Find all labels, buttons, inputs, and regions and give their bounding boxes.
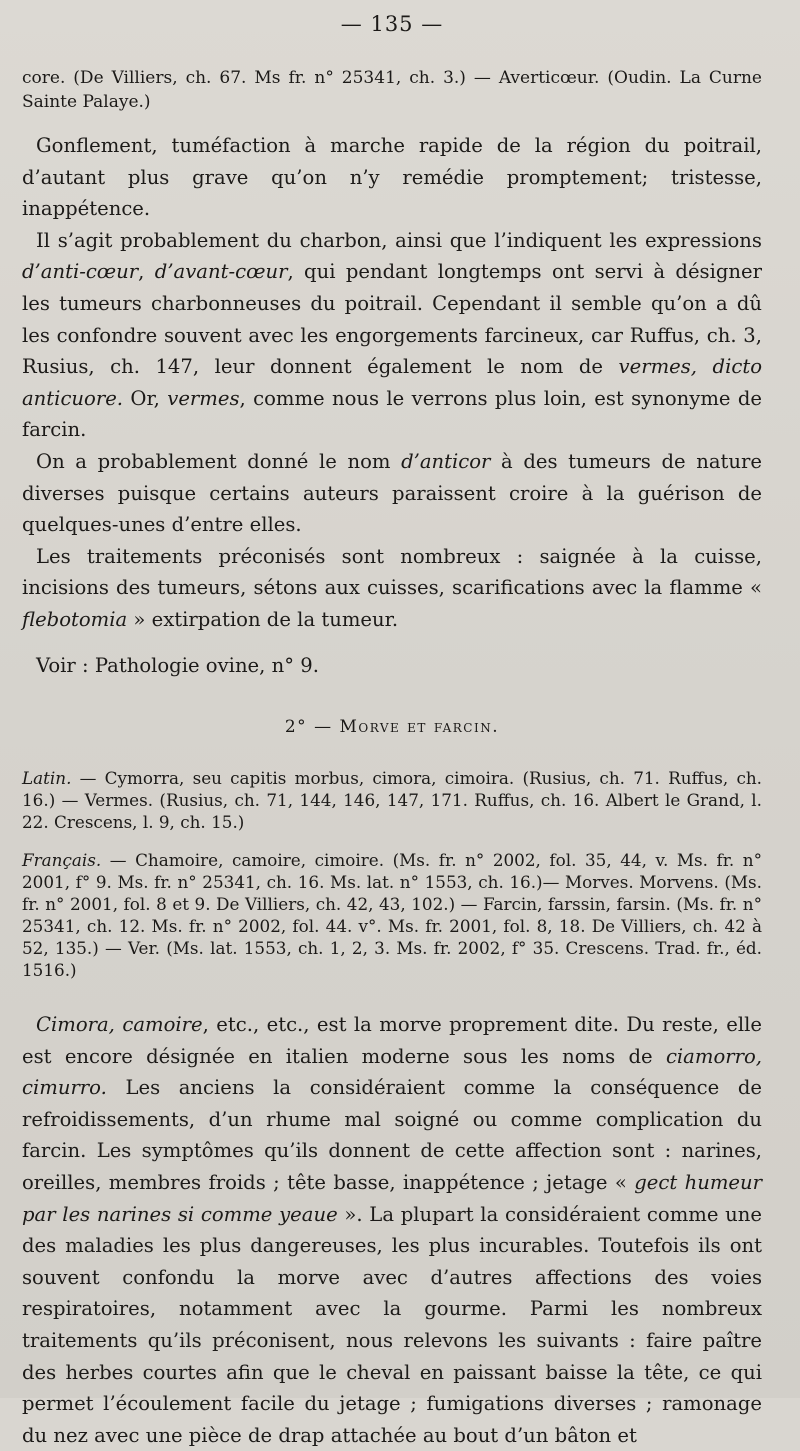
paragraph-charbon: Il s’agit probablement du charbon, ainsi que l’indiquent les expressions d’anti-cœur, d’avant-cœur, qui pendant longtemps ont servi à désigner les tumeurs charbonneuses du poitrail. Cependant il semble qu’on a dû les confondre souvent avec les engorgements farcineux, car Ruffus, ch. 3, Rusius, ch. 147, leur donnent également le nom de vermes, dicto anticuore. Or, vermes, comme nous le verrons plus loin, est synonyme de farcin. [22, 228, 763, 442]
term-flebotomia: flebotomia [22, 607, 128, 631]
term-anticor: d’anticor [401, 449, 491, 473]
paragraph-anticor: On a probablement donné le nom d’anticor à des tumeurs de nature diverses puisque certains auteurs paraissent croire à la guérison de quelques-unes d’entre elles. [22, 449, 762, 537]
paragraph-morve: Cimora, camoire, etc., etc., est la morve proprement dite. Du reste, elle est encore désignée en italien moderne sous les noms de ciamorro, cimurro. Les anciens la considéraient comme la conséquence de refroidissements, d’un rhume mal soigné ou comme complication du farcin. Les symptômes qu’ils donnent de cette affection sont : narines, oreilles, membres froids ; tête basse, inappétence ; jetage « gect humeur par les narines si comme yeaue ». La plupart la considéraient comme une des maladies les plus dangereuses, les plus incurables. Toutefois ils ont souvent confondu la morve avec d’autres affections des voies respiratoires, notamment avec la gourme. Parmi les nombreux traitements qu’ils préconisent, nous relevons les suivants : faire paître des herbes courtes afin que le cheval en paissant baisse la tête, ce qui permet l’écoulement facile du jetage ; fumigations diverses ; ramonage du nez avec une pièce de drap attachée au bout d’un bâton et [22, 1013, 762, 1447]
french-label: Français. [22, 850, 102, 871]
section-heading: 2° — Morve et farcin. [284, 717, 500, 738]
term-cimora-camoire: Cimora, camoire [36, 1013, 203, 1037]
french-references: Français. — Chamoire, camoire, cimoire. (Ms. fr. n° 2002, fol. 35, 44, v. Ms. fr. n° 2001, f° 9. Ms. fr. n° 25341, ch. 16. Ms. lat. n° 1553, ch. 16.)— Morves. Morvens. (Ms. fr. n° 2001, fol. 8 et 9. De Villiers, ch. 42, 43, 102.) — Farcin, farssin, farsin. (Ms. fr. n° 25341, ch. 12. Ms. fr. n° 2002, fol. 44. v°. Ms. fr. 2001, fol. 8, 18. De Villiers, ch. 42 à 52, 135.) — Ver. (Ms. lat. 1553, ch. 1, 2, 3. Ms. fr. 2002, f° 35. Crescens. Trad. fr., éd. 1516.) [22, 850, 762, 981]
latin-references: Latin. — Cymorra, seu capitis morbus, cimora, cimoira. (Rusius, ch. 71. Ruffus, ch. 16.) — Vermes. (Rusius, ch. 71, 144, 146, 147, 171. Ruffus, ch. 16. Albert le Grand, l. 22. Crescens, l. 9, ch. 15.) [22, 768, 762, 833]
term-vermes-anticuore: vermes, dicto anticuore. [22, 355, 763, 410]
paragraph-voir: Voir : Pathologie ovine, n° 9. [36, 653, 319, 677]
reference-continuation [22, 66, 762, 114]
quote-jetage: gect humeur par les narines si comme yeaue [22, 1171, 762, 1226]
page-number: — 135 — [340, 12, 444, 36]
latin-label: Latin. [22, 768, 72, 789]
term-anti-coeur: d’anti-cœur [22, 260, 139, 284]
paragraph-symptoms: Gonflement, tuméfaction à marche rapide de la région du poitrail, d’autant plus grave qu’on n’y remédie promptement; tristesse, inappétence. [22, 134, 762, 221]
paragraph-traitements: Les traitements préconisés sont nombreux : saignée à la cuisse, incisions des tumeurs, sétons aux cuisses, scarifications avec la flamme « flebotomia » extirpation de la tumeur. [22, 544, 762, 631]
term-vermes: vermes [167, 386, 240, 410]
term-ciamorro-cimurro: ciamorro, cimurro. [22, 1044, 762, 1100]
term-avant-coeur: d’avant-cœur [154, 260, 288, 284]
ref-text: core. (De Villiers, ch. 67. Ms fr. n° 25341, ch. 3.) — Averticœur. (Oudin. La Curne Sainte Palaye.) [22, 68, 762, 112]
